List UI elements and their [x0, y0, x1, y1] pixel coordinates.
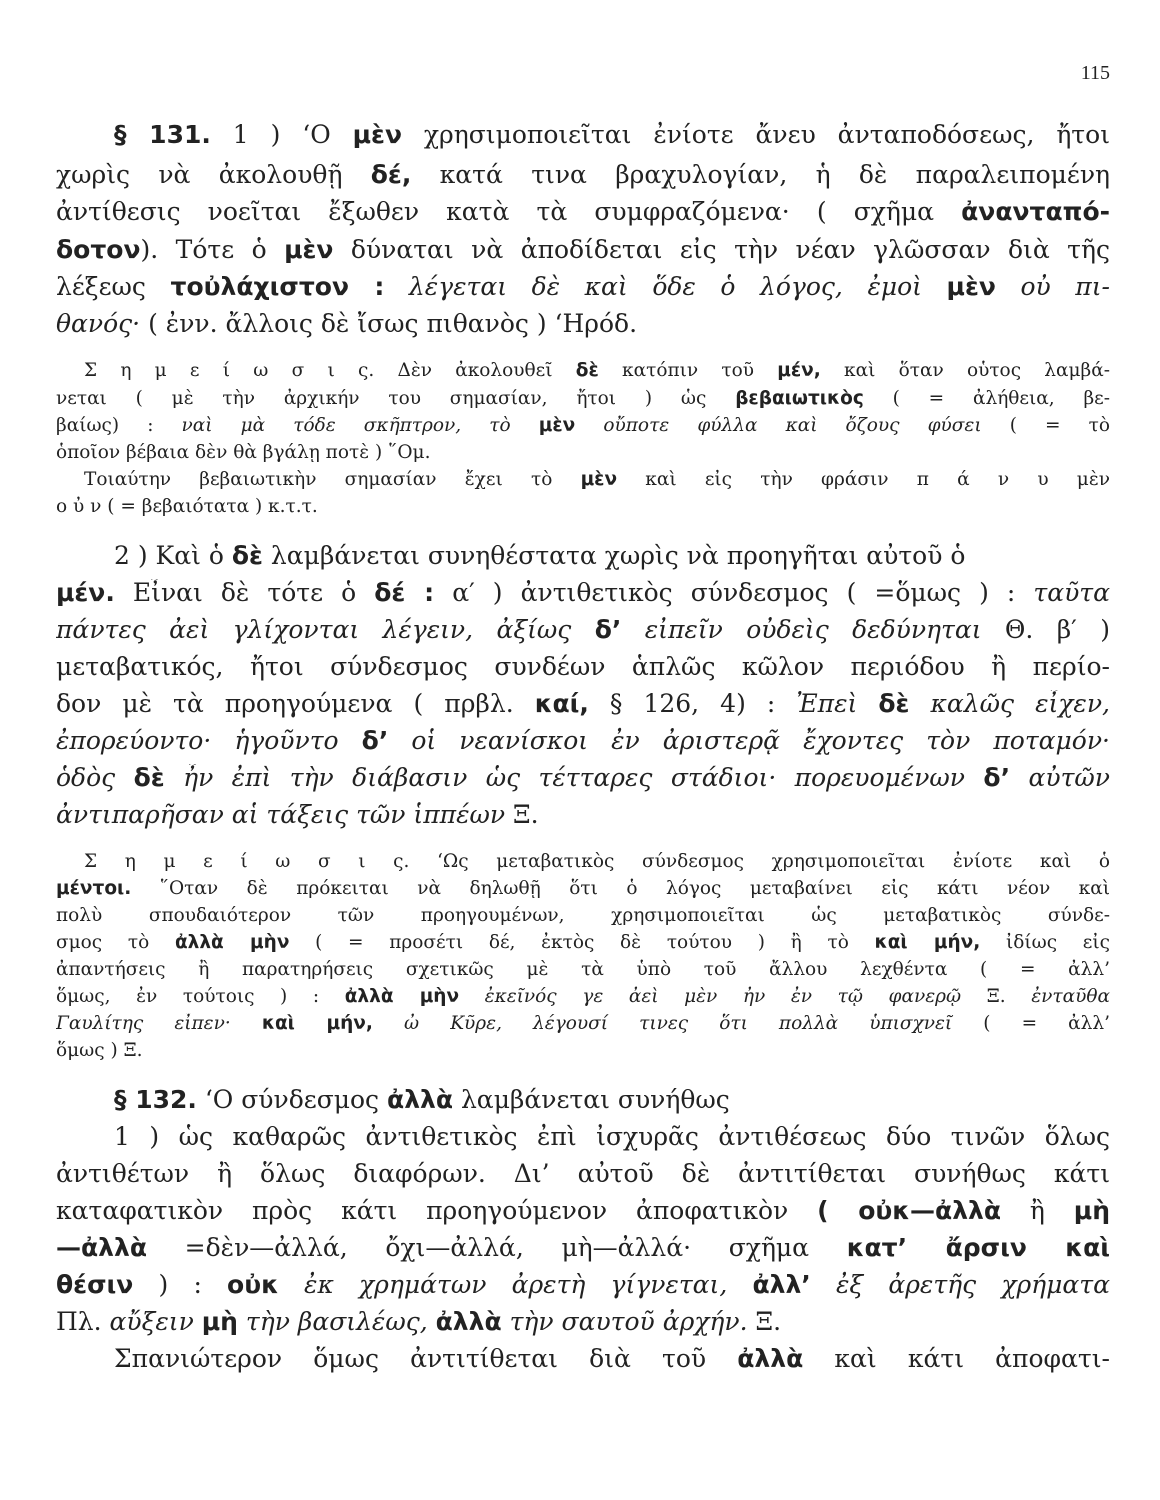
- text-line: [56, 310, 1110, 339]
- text-run: κατόπιν τοῦ: [598, 360, 778, 381]
- text-line: [56, 1345, 1110, 1374]
- text-line: [56, 579, 1110, 608]
- bold-term: δὲ: [575, 360, 599, 381]
- text-line: [56, 1123, 1110, 1152]
- text-run: πολὺ σπουδαιότερον τῶν προηγουμένων, χρησιμοποιεῖται ὡς μεταβατικὸς σύνδε-: [56, 905, 1110, 926]
- italic-quote: ἐπορεύοντο· ἡγοῦντο: [56, 727, 362, 755]
- bold-term: μὲν: [538, 415, 576, 436]
- bold-term: μέν.: [56, 579, 115, 607]
- text-line: [56, 878, 1110, 899]
- text-run: Θ. β′ ): [981, 616, 1110, 644]
- text-run: ( = ἀλλ’: [952, 1013, 1110, 1034]
- text-line: [56, 121, 1110, 150]
- text-line: [56, 273, 1110, 302]
- text-run: καὶ κάτι ἀποφατι-: [803, 1345, 1110, 1373]
- text-run: μεταβατικός, ἤτοι σύνδεσμος συνδέων ἁπλῶς κῶλον περιόδου ἢ περίο-: [56, 653, 1110, 681]
- bold-term: δὲ: [231, 542, 263, 570]
- text-run: ὁποῖον βέβαια δὲν θὰ βγάλῃ ποτὲ ) ῞Ομ.: [56, 442, 431, 463]
- text-line: [56, 905, 1110, 926]
- text-line: [56, 360, 1110, 381]
- italic-quote: ἐξ ἀρετῆς χρήματα: [810, 1271, 1110, 1299]
- bold-term: δ’: [594, 616, 622, 644]
- text-line: [56, 1086, 1110, 1115]
- italic-quote: ἦν ἐπὶ τὴν διάβασιν ὡς τέτταρες στάδιοι· πορευομένων: [164, 764, 984, 792]
- italic-quote: τὴν σαυτοῦ ἀρχήν.: [501, 1308, 748, 1336]
- text-run: λαμβάνεται συνηθέστατα χωρὶς νὰ προηγῆται αὐτοῦ ὁ: [262, 542, 966, 570]
- text-line: [56, 469, 1110, 490]
- text-line: [56, 1040, 1110, 1061]
- text-run: ( = προσέτι δέ, ἐκτὸς δὲ τούτου ) ἢ τὸ: [289, 932, 875, 953]
- text-run: =δὲν—ἀλλά, ὄχι—ἀλλά, μὴ—ἀλλά· σχῆμα: [147, 1234, 847, 1262]
- text-run: ὅμως ) Ξ.: [56, 1040, 143, 1061]
- text-line: [56, 1013, 1110, 1034]
- bold-term: δ’: [361, 727, 389, 755]
- italic-quote: Γαυλίτης εἶπεν·: [56, 1013, 262, 1034]
- text-run: Σ η μ ε ί ω σ ι ς. Δὲν ἀκολουθεῖ: [84, 360, 576, 381]
- bold-term: δοτον: [56, 236, 141, 264]
- text-line: [56, 932, 1110, 953]
- italic-quote: ἀντιπαρῆσαν αἱ τάξεις τῶν ἱππέων: [56, 801, 506, 829]
- page-number: 115: [1080, 62, 1110, 84]
- text-run: Ξ.: [505, 801, 539, 829]
- italic-quote: αὔξειν: [109, 1308, 202, 1336]
- text-run: § 126, 4) :: [588, 690, 797, 718]
- text-line: [56, 1197, 1110, 1226]
- text-run: λέξεως: [56, 273, 171, 301]
- text-line: [56, 161, 1110, 190]
- text-run: Πλ.: [56, 1308, 110, 1336]
- bold-term: μὴ: [201, 1308, 238, 1336]
- text-line: [56, 801, 1110, 830]
- bold-term: μὲν: [352, 121, 402, 149]
- text-run: 1 ) ὡς καθαρῶς ἀντιθετικὸς ἐπὶ ἰσχυρᾶς ἀντιθέσεως δύο τινῶν ὅλως: [114, 1123, 1110, 1151]
- bold-term: καὶ μήν,: [261, 1013, 373, 1034]
- text-run: 2 ) Καὶ ὁ: [114, 542, 232, 570]
- bold-term: ( οὐκ—ἀλλὰ: [817, 1197, 1002, 1225]
- text-line: [56, 496, 1110, 517]
- text-line: [56, 616, 1110, 645]
- text-line: [56, 1308, 1110, 1337]
- bold-term: μὲν: [946, 273, 996, 301]
- text-line: [56, 851, 1110, 872]
- text-run: καὶ ὅταν οὗτος λαμβά-: [820, 360, 1110, 381]
- text-run: ( = ἀλήθεια, βε-: [863, 388, 1110, 409]
- italic-quote: ταῦτα: [1033, 579, 1110, 607]
- text-run: Σ η μ ε ί ω σ ι ς. ‘Ως μεταβατικὸς σύνδεσμος χρησιμοποιεῖται ἐνίοτε καὶ ὁ: [84, 851, 1110, 872]
- text-run: Ξ.: [747, 1308, 782, 1336]
- text-run: ῞Οταν δὲ πρόκειται νὰ δηλωθῇ ὅτι ὁ λόγος μεταβαίνει εἰς κάτι νέον καὶ: [131, 878, 1110, 899]
- text-run: ) :: [133, 1271, 228, 1299]
- italic-quote: ἐνταῦθα: [1031, 986, 1110, 1007]
- text-run: καὶ εἰς τὴν φράσιν π ά ν υ μὲν: [617, 469, 1110, 490]
- italic-quote: Ἐπεὶ: [796, 690, 879, 718]
- text-run: δύναται νὰ ἀποδίδεται εἰς τὴν νέαν γλῶσσαν διὰ τῆς: [333, 236, 1110, 264]
- bold-term: ἀλλὰ: [387, 1086, 454, 1114]
- text-run: 1 ) ‘Ο: [210, 121, 353, 149]
- bold-term: ἀλλὰ μὴν: [344, 986, 460, 1007]
- bold-term: μὲν: [284, 236, 334, 264]
- italic-quote: οἱ νεανίσκοι ἐν ἀριστερᾷ ἔχοντες τὸν ποταμόν·: [388, 727, 1110, 755]
- italic-quote: ὁδὸς: [56, 764, 134, 792]
- text-run: ). Τότε ὁ: [140, 236, 285, 264]
- text-run: ‘Ο σύνδεσμος: [196, 1086, 388, 1114]
- bold-term: οὐκ: [227, 1271, 279, 1299]
- section-number: § 131.: [114, 121, 211, 149]
- italic-quote: εἰπεῖν οὐδεὶς δεδύνηται: [621, 616, 982, 644]
- italic-quote: λέγεται δὲ καὶ ὅδε ὁ λόγος, ἐμοὶ: [384, 273, 947, 301]
- section-number: § 132.: [114, 1086, 197, 1114]
- bold-term: δέ :: [374, 579, 435, 607]
- text-run: χωρὶς νὰ ἀκολουθῇ: [56, 161, 371, 189]
- italic-quote: τὴν βασιλέως,: [237, 1308, 436, 1336]
- bold-term: —ἀλλὰ: [56, 1234, 147, 1262]
- bold-term: δ’: [983, 764, 1011, 792]
- text-line: [56, 727, 1110, 756]
- text-run: ἀντιθέτων ἢ ὅλως διαφόρων. Δι’ αὐτοῦ δὲ ἀντιτίθεται συνήθως κάτι: [56, 1160, 1110, 1188]
- text-run: ἰδίως εἰς: [980, 932, 1110, 953]
- italic-quote: οὐ πι-: [995, 273, 1110, 301]
- text-run: Σπανιώτερον ὅμως ἀντιτίθεται διὰ τοῦ: [114, 1345, 738, 1373]
- text-line: [56, 764, 1110, 793]
- bold-term: μέντοι.: [56, 878, 132, 899]
- bold-term: δέ,: [370, 161, 412, 189]
- text-line: [56, 653, 1110, 682]
- italic-quote: αὐτῶν: [1010, 764, 1110, 792]
- text-run: κατά τινα βραχυλογίαν, ἡ δὲ παραλειπομένη: [411, 161, 1110, 189]
- italic-quote: οὔποτε φύλλα καὶ ὄζους φύσει: [575, 415, 982, 436]
- text-run: ὅμως, ἐν τούτοις ) :: [56, 986, 345, 1007]
- text-run: σμος τὸ: [56, 932, 175, 953]
- bold-term: κατ’ ἄρσιν καὶ: [846, 1234, 1110, 1262]
- text-run: δον μὲ τὰ προηγούμενα ( πρβλ.: [56, 690, 535, 718]
- text-run: βαίως) :: [56, 415, 182, 436]
- text-line: [56, 236, 1110, 265]
- text-line: [56, 1271, 1110, 1300]
- text-line: [56, 542, 1110, 571]
- text-line: [56, 388, 1110, 409]
- bold-term: μὲν: [580, 469, 618, 490]
- text-line: [56, 690, 1110, 719]
- text-run: ( = τὸ: [981, 415, 1110, 436]
- text-run: ( ἐνν. ἄλλοις δὲ ἴσως πιθανὸς ) ‘Ηρόδ.: [140, 310, 638, 338]
- bold-term: ἀλλὰ: [737, 1345, 804, 1373]
- text-run: Τοιαύτην βεβαιωτικὴν σημασίαν ἔχει τὸ: [84, 469, 581, 490]
- text-line: [56, 959, 1110, 980]
- text-run: ο ὖ ν ( = βεβαιότατα ) κ.τ.τ.: [56, 496, 318, 517]
- text-line: [56, 1160, 1110, 1189]
- text-line: [56, 1234, 1110, 1263]
- text-line: [56, 442, 1110, 463]
- text-run: νεται ( μὲ τὴν ἀρχικήν του σημασίαν, ἤτοι ) ὡς: [56, 388, 736, 409]
- italic-quote: καλῶς εἶχεν,: [909, 690, 1110, 718]
- text-run: Εἶναι δὲ τότε ὁ: [114, 579, 375, 607]
- text-line: [56, 986, 1110, 1007]
- text-run: α′ ) ἀντιθετικὸς σύνδεσμος ( =ὅμως ) :: [434, 579, 1034, 607]
- italic-quote: ναὶ μὰ τόδε σκῆπτρον, τὸ: [181, 415, 539, 436]
- text-run: ἢ: [1001, 1197, 1074, 1225]
- bold-term: ἀλλὰ μὴν: [174, 932, 290, 953]
- italic-quote: ἐκ χρημάτων ἀρετὴ γίγνεται,: [278, 1271, 753, 1299]
- italic-quote: θανός·: [56, 310, 141, 338]
- italic-quote: ἐκεῖνός γε ἀεὶ μὲν ἦν ἐν τῷ φανερῷ: [459, 986, 962, 1007]
- bold-term: δὲ: [878, 690, 910, 718]
- bold-term: μὴ: [1073, 1197, 1110, 1225]
- bold-term: ἀνανταπό-: [961, 198, 1110, 226]
- bold-term: καί,: [534, 690, 589, 718]
- bold-term: καὶ μήν,: [874, 932, 981, 953]
- text-run: Ξ.: [961, 986, 1032, 1007]
- text-line: [56, 415, 1110, 436]
- text-run: ἀντίθεσις νοεῖται ἔξωθεν κατὰ τὰ συμφραζόμενα· ( σχῆμα: [56, 198, 962, 226]
- text-run: καταφατικὸν πρὸς κάτι προηγούμενον ἀποφατικὸν: [56, 1197, 818, 1225]
- text-run: ἀπαντήσεις ἢ παρατηρήσεις σχετικῶς μὲ τὰ ὑπὸ τοῦ ἄλλου λεχθέντα ( = ἀλλ’: [56, 959, 1110, 980]
- italic-quote: πάντες ἀεὶ γλίχονται λέγειν, ἀξίως: [56, 616, 595, 644]
- bold-term: μέν,: [777, 360, 821, 381]
- text-run: λαμβάνεται συνήθως: [453, 1086, 730, 1114]
- italic-quote: ὦ Κῦρε, λέγουσί τινες ὅτι πολλὰ ὑπισχνεῖ: [372, 1013, 953, 1034]
- bold-term: τοὐλάχιστον :: [170, 273, 385, 301]
- bold-term: ἀλλὰ: [435, 1308, 502, 1336]
- bold-term: δὲ: [133, 764, 165, 792]
- bold-term: βεβαιωτικὸς: [735, 388, 864, 409]
- text-run: χρησιμοποιεῖται ἐνίοτε ἄνευ ἀνταποδόσεως, ἤτοι: [401, 121, 1110, 149]
- bold-term: θέσιν: [56, 1271, 134, 1299]
- text-line: [56, 198, 1110, 227]
- bold-term: ἀλλ’: [752, 1271, 811, 1299]
